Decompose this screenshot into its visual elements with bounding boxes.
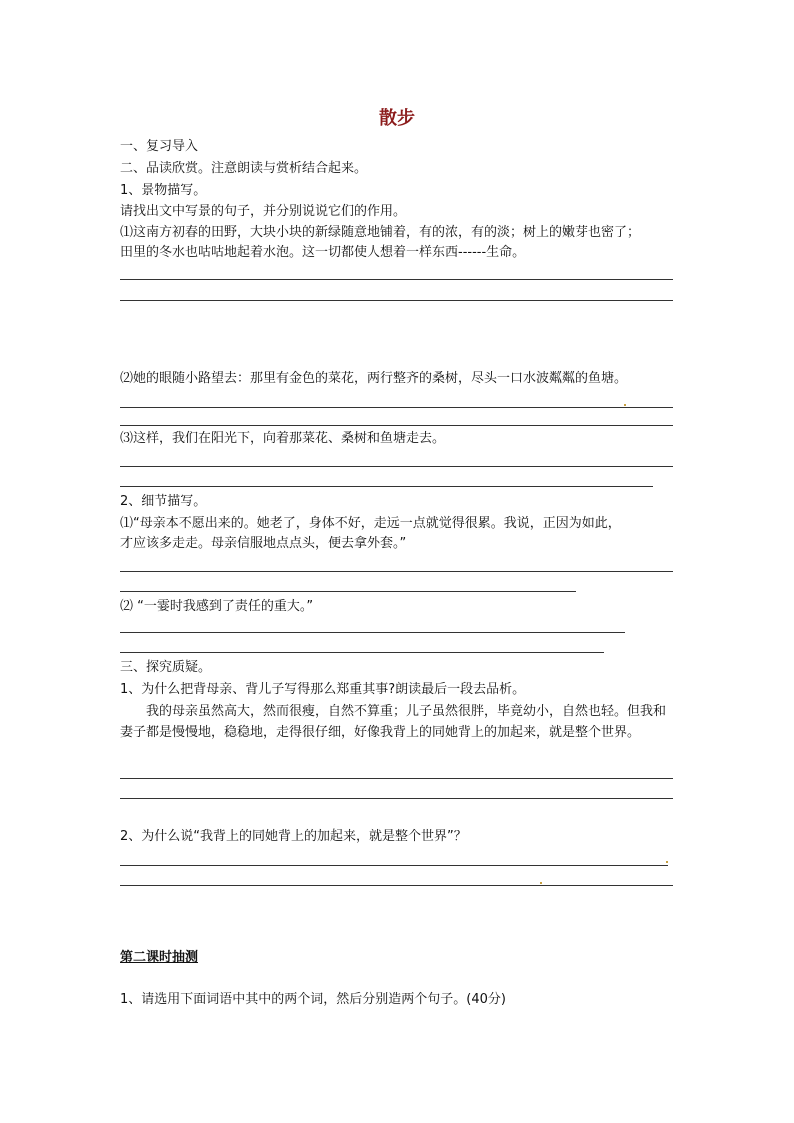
inquiry-passage xyxy=(120,701,676,743)
answer-line[interactable] xyxy=(120,486,653,487)
answer-line[interactable] xyxy=(120,407,673,408)
answer-line[interactable] xyxy=(120,778,673,779)
scenery-sentence-2: ⑵她的眼随小路望去：那里有金色的菜花，两行整齐的桑树，尽头一口水波粼粼的鱼塘。 xyxy=(120,371,628,386)
detail-sentence-1-line-1: ⑴“母亲本不愿出来的。她老了，身体不好，走远一点就觉得很累。我说，正因为如此， xyxy=(120,516,621,531)
answer-line[interactable] xyxy=(120,798,673,799)
section-appreciate: 二、品读欣赏。注意朗读与赏析结合起来。 xyxy=(120,161,368,176)
answer-line[interactable] xyxy=(120,571,673,572)
answer-line[interactable] xyxy=(120,300,673,301)
page-title: 散步 xyxy=(379,108,415,129)
scenery-instruction: 请找出文中写景的句子，并分别说说它们的作用。 xyxy=(120,204,407,219)
speck-mark xyxy=(666,861,668,863)
inquiry-heading: 三、探究质疑。 xyxy=(120,660,212,675)
answer-line[interactable] xyxy=(120,632,625,633)
second-lesson-heading: 第二课时抽测 xyxy=(120,950,199,965)
inquiry-question-2: 2、为什么说“我背上的同她背上的加起来，就是整个世界”？ xyxy=(120,829,467,844)
answer-line[interactable] xyxy=(120,652,604,653)
speck-mark xyxy=(540,882,542,884)
scenery-sentence-1-line-2: 田里的冬水也咕咕地起着水泡。这一切都使人想着一样东西------生命。 xyxy=(120,245,526,260)
answer-line[interactable] xyxy=(120,279,673,280)
scenery-heading: 1、景物描写。 xyxy=(120,183,207,198)
answer-line[interactable] xyxy=(120,425,673,426)
inquiry-question-1: 1、为什么把背母亲、背儿子写得那么郑重其事?朗读最后一段去品析。 xyxy=(120,682,526,697)
answer-line[interactable] xyxy=(120,865,668,866)
section-review: 一、复习导入 xyxy=(120,139,199,154)
scenery-sentence-1-line-1: ⑴这南方初春的田野，大块小块的新绿随意地铺着，有的浓，有的淡；树上的嫩芽也密了； xyxy=(120,225,641,240)
detail-sentence-2: ⑵ “一霎时我感到了责任的重大。” xyxy=(120,599,314,614)
detail-heading: 2、细节描写。 xyxy=(120,494,207,509)
detail-sentence-1-line-2: 才应该多走走。母亲信服地点点头，便去拿外套。” xyxy=(120,536,407,551)
answer-line[interactable] xyxy=(120,885,673,886)
second-lesson-question-1: 1、请选用下面词语中其中的两个词，然后分别造两个句子。(40分) xyxy=(120,992,506,1007)
speck-mark xyxy=(624,404,626,406)
answer-line[interactable] xyxy=(120,466,673,467)
inquiry-passage-text: 我的母亲虽然高大，然而很瘦，自然不算重；儿子虽然很胖，毕竟幼小，自然也轻。但我和妻子都是慢慢地，稳稳地，走得很仔细，好像我背上的同她背上的加起来，就是整个世界。 xyxy=(120,704,667,740)
scenery-sentence-3: ⑶这样，我们在阳光下，向着那菜花、桑树和鱼塘走去。 xyxy=(120,431,446,446)
answer-line[interactable] xyxy=(120,591,576,592)
